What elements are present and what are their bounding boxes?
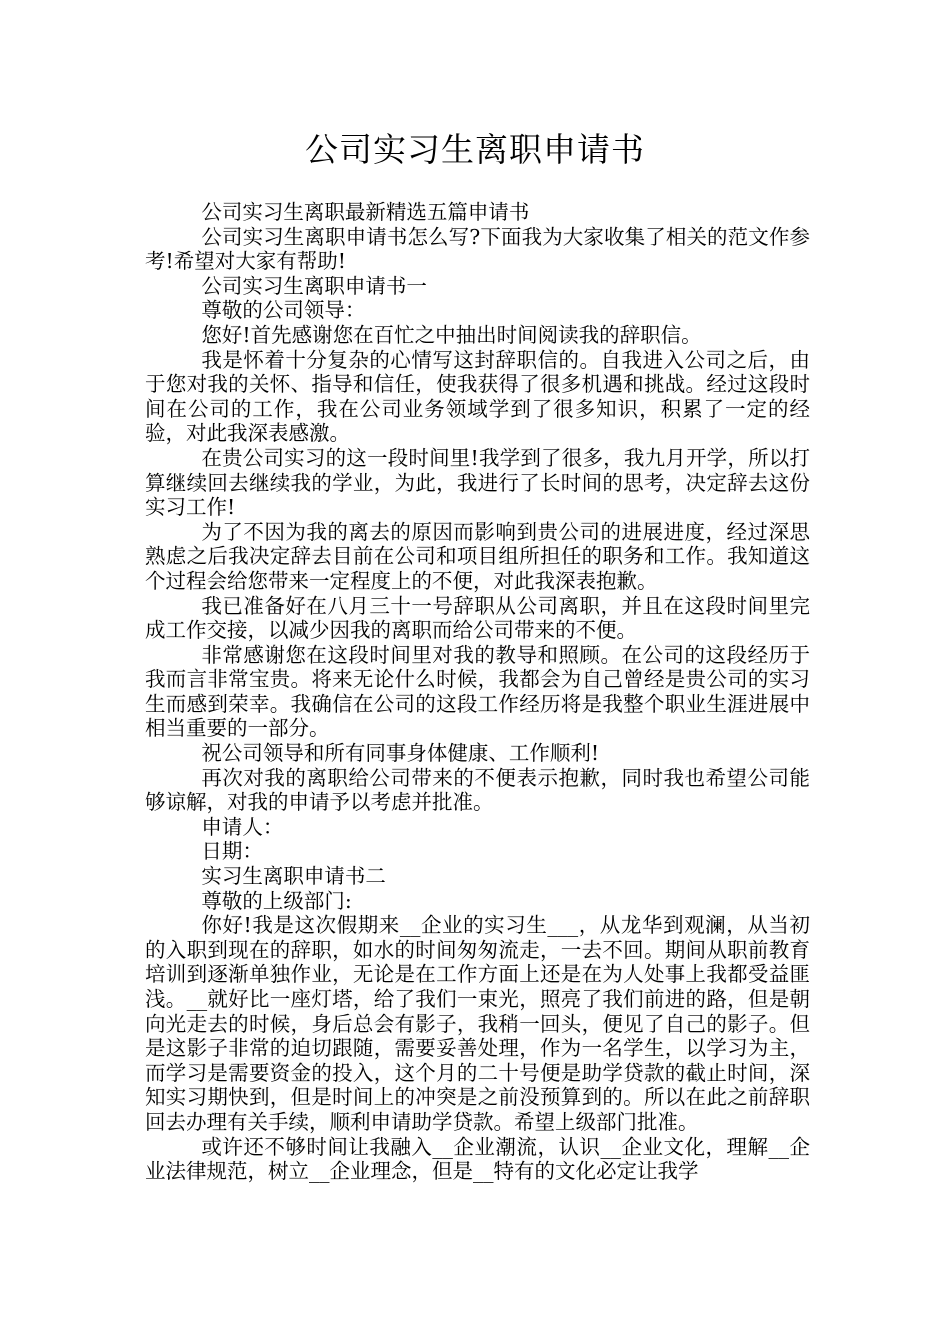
paragraph: 我已准备好在八月三十一号辞职从公司离职，并且在这段时间里完成工作交接，以减少因我的离职而给公司带来的不便。: [145, 593, 810, 643]
paragraph: 您好!首先感谢您在百忙之中抽出时间阅读我的辞职信。: [201, 322, 702, 347]
paragraph: 为了不因为我的离去的原因而影响到贵公司的进展进度，经过深思熟虑之后我决定辞去目前在公司和项目组所担任的职务和工作。我知道这个过程会给您带来一定程度上的不便，对此我深表抱歉。: [145, 519, 810, 593]
section-heading: 实习生离职申请书二: [201, 864, 386, 889]
applicant-label: 申请人：: [201, 814, 284, 839]
paragraph: 在贵公司实习的这一段时间里!我学到了很多，我九月开学，所以打算继续回去继续我的学业，为此，我进行了长时间的思考，决定辞去这份实习工作!: [145, 445, 810, 520]
page-title: 公司实习生离职申请书: [305, 130, 645, 169]
section-heading: 公司实习生离职申请书一: [201, 273, 427, 298]
paragraph: 祝公司领导和所有同事身体健康、工作顺利!: [201, 741, 600, 766]
paragraph: 我是怀着十分复杂的心情写这封辞职信的。自我进入公司之后，由于您对我的关怀、指导和信任，使我获得了很多机遇和挑战。经过这段时间在公司的工作，我在公司业务领域学到了很多知识，积累了一定的经验，对此我深表感激。: [145, 347, 810, 446]
salutation: 尊敬的公司领导：: [201, 298, 366, 323]
document-body: [145, 200, 810, 1184]
date-label: 日期：: [201, 839, 263, 864]
paragraph: 你好!我是这次假期来__企业的实习生___，从龙华到观澜，从当初的入职到现在的辞职，如水的时间匆匆流走，一去不回。期间从职前教育培训到逐渐单独作业，无论是在工作方面上还是在为人处事上我都受益匪浅。__就好比一座灯塔，给了我们一束光，照亮了我们前进的路，但是朝向光走去的时候，身后总会有影子，我稍一回头，便见了自己的影子。但是这影子非常的迫切跟随，需要妥善处理，作为一名学生，以学习为主，而学习是需要资金的投入，这个月的二十号便是助学贷款的截止时间，深知实习期快到，但是时间上的冲突是之前没预算到的。所以在此之前辞职回去办理有关手续，顺利申请助学贷款。希望上级部门批准。: [145, 913, 810, 1134]
paragraph: 非常感谢您在这段时间里对我的教导和照顾。在公司的这段经历于我而言非常宝贵。将来无论什么时候，我都会为自己曾经是贵公司的实习生而感到荣幸。我确信在公司的这段工作经历将是我整个职业生涯进展中相当重要的一部分。: [145, 642, 810, 741]
paragraph: 再次对我的离职给公司带来的不便表示抱歉，同时我也希望公司能够谅解，对我的申请予以考虑并批准。: [145, 765, 810, 815]
paragraph: 或许还不够时间让我融入__企业潮流，认识__企业文化，理解__企业法律规范，树立__企业理念，但是__特有的文化必定让我学: [145, 1134, 810, 1184]
salutation: 尊敬的上级部门:: [201, 888, 352, 913]
paragraph: 公司实习生离职申请书怎么写?下面我为大家收集了相关的范文作参考!希望对大家有帮助!: [145, 224, 810, 274]
paragraph: 公司实习生离职最新精选五篇申请书: [201, 200, 530, 224]
